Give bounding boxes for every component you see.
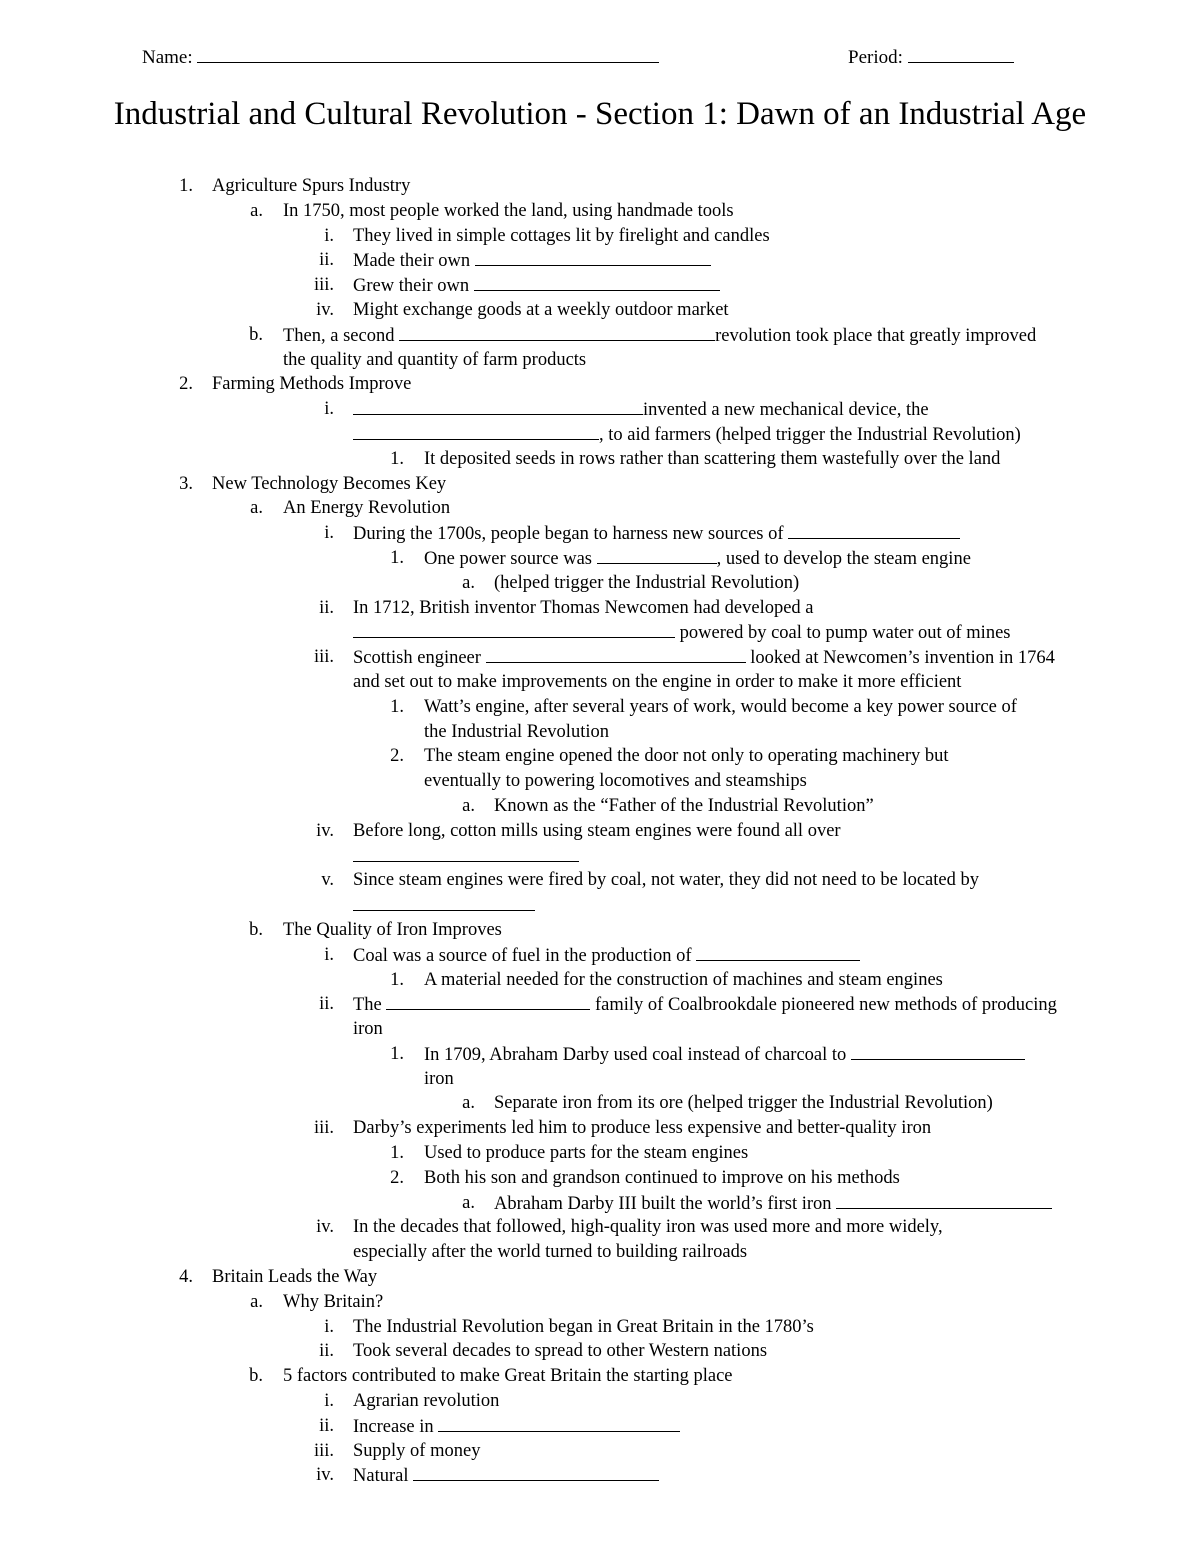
outline-marker: ii. [319, 250, 334, 271]
outline-text-part: The [353, 995, 387, 1016]
outline-row [0, 1042, 1200, 1067]
outline-row [0, 174, 1200, 199]
outline-marker: 2. [390, 746, 404, 767]
outline-text [353, 943, 860, 968]
fill-in-blank[interactable] [788, 521, 960, 539]
fill-in-blank[interactable] [486, 645, 746, 663]
outline-text [353, 1414, 680, 1439]
outline-row [0, 1116, 1200, 1141]
outline-marker: 1. [390, 547, 404, 568]
outline-marker: v. [321, 870, 334, 891]
outline-text-part: Britain Leads the Way [212, 1267, 378, 1288]
outline-text-part: Grew their own [353, 276, 474, 297]
outline-row [0, 720, 1200, 745]
outline-text-part: Coal was a source of fuel in the production of [353, 945, 697, 966]
outline-row [0, 348, 1200, 373]
outline-row [0, 546, 1200, 571]
outline-text-part: In 1709, Abraham Darby used coal instead of charcoal to [424, 1044, 851, 1065]
outline-row [0, 1439, 1200, 1464]
outline-marker: 2. [390, 1167, 404, 1188]
outline-text [353, 1389, 499, 1413]
outline-marker: 1. [390, 1143, 404, 1164]
outline-text [283, 199, 734, 223]
outline-marker: i. [324, 944, 334, 965]
outline-text-part: A material needed for the construction of machines and steam engines [424, 969, 943, 990]
outline-row [0, 422, 1200, 447]
outline-text [283, 348, 586, 372]
period-blank[interactable] [908, 44, 1014, 63]
outline-text-part: Farming Methods Improve [212, 374, 412, 395]
fill-in-blank[interactable] [474, 273, 720, 291]
outline-row [0, 794, 1200, 819]
outline-marker: 3. [179, 473, 193, 494]
outline-text-part: During the 1700s, people began to harness new sources of [353, 524, 789, 545]
outline-text-part: Increase in [353, 1416, 439, 1437]
outline-text [424, 744, 949, 768]
fill-in-blank[interactable] [836, 1191, 1052, 1209]
outline-text-part: , used to develop the steam engine [716, 548, 971, 569]
outline-text [353, 224, 770, 248]
outline-marker: i. [324, 1391, 334, 1412]
outline-text-part: Since steam engines were fired by coal, not water, they did not need to be located by [353, 870, 979, 891]
outline-text [212, 174, 410, 198]
outline-marker: i. [324, 399, 334, 420]
outline-text [353, 422, 1021, 447]
outline-text [353, 596, 814, 620]
fill-in-blank[interactable] [851, 1042, 1025, 1060]
outline-text [353, 819, 841, 843]
outline-row [0, 968, 1200, 993]
outline-text [353, 844, 579, 869]
outline-row [0, 372, 1200, 397]
outline-text [424, 769, 807, 793]
outline-text-part: In the decades that followed, high-quality iron was used more and more widely, [353, 1217, 943, 1238]
outline-text [283, 918, 502, 942]
outline-marker: 2. [179, 374, 193, 395]
outline-text-part: invented a new mechanical device, the [643, 400, 929, 421]
outline-row [0, 1191, 1200, 1216]
outline-row [0, 1141, 1200, 1166]
outline-text [353, 248, 711, 273]
outline [0, 174, 1200, 1488]
outline-row [0, 819, 1200, 844]
outline-row [0, 695, 1200, 720]
outline-marker: iii. [313, 1118, 334, 1139]
outline-row [0, 844, 1200, 869]
outline-text-part: Agriculture Spurs Industry [212, 176, 411, 196]
outline-marker: i. [324, 225, 334, 246]
outline-text-part: Natural [353, 1466, 414, 1487]
outline-row [0, 571, 1200, 596]
outline-text [283, 1290, 383, 1314]
outline-row [0, 1091, 1200, 1116]
name-blank[interactable] [197, 44, 659, 63]
fill-in-blank[interactable] [353, 397, 643, 415]
outline-text [353, 868, 979, 892]
outline-marker: b. [249, 324, 263, 345]
outline-text-part: Darby’s experiments led him to produce less expensive and better-quality iron [353, 1118, 932, 1139]
outline-marker: a. [462, 572, 475, 593]
outline-text-part: and set out to make improvements on the engine in order to make it more efficient [353, 671, 962, 692]
fill-in-blank[interactable] [386, 992, 590, 1010]
outline-marker: a. [250, 200, 263, 221]
outline-marker: iii. [313, 1440, 334, 1461]
outline-text [424, 447, 1000, 471]
outline-text-part: In 1712, British inventor Thomas Newcomen had developed a [353, 597, 814, 618]
fill-in-blank[interactable] [353, 893, 535, 911]
outline-text [424, 546, 971, 571]
outline-text [212, 1265, 377, 1289]
outline-text-part: Used to produce parts for the steam engines [424, 1143, 749, 1164]
outline-marker: iv. [316, 1217, 334, 1238]
outline-text [353, 1240, 747, 1264]
outline-marker: iii. [313, 275, 334, 296]
outline-text-part: iron [353, 1019, 383, 1040]
outline-text [424, 720, 609, 744]
outline-text [212, 372, 411, 396]
outline-text [212, 472, 446, 496]
outline-marker: a. [250, 498, 263, 519]
outline-text [283, 323, 1036, 348]
page-title: Industrial and Cultural Revolution - Section 1: Dawn of an Industrial Age [113, 96, 1087, 132]
outline-row [0, 744, 1200, 769]
outline-marker: 1. [390, 448, 404, 469]
outline-marker: ii. [319, 994, 334, 1015]
name-label: Name: [142, 47, 193, 68]
outline-text-part: Took several decades to spread to other Western nations [353, 1341, 768, 1362]
outline-text-part: In 1750, most people worked the land, using handmade tools [283, 200, 734, 221]
outline-row [0, 1290, 1200, 1315]
outline-text [353, 1439, 480, 1463]
outline-text-part: Then, a second [283, 325, 400, 346]
outline-text [353, 1215, 943, 1239]
outline-text-part: (helped trigger the Industrial Revolution) [494, 572, 800, 593]
outline-marker: a. [462, 795, 475, 816]
outline-text-part: Before long, cotton mills using steam engines were found all over [353, 820, 841, 841]
outline-text [353, 645, 1055, 670]
outline-text [494, 1191, 1052, 1216]
fill-in-blank[interactable] [353, 422, 599, 440]
outline-row [0, 620, 1200, 645]
outline-marker: b. [249, 919, 263, 940]
outline-text [424, 968, 943, 992]
outline-row [0, 1414, 1200, 1439]
outline-row [0, 1166, 1200, 1191]
outline-text [353, 1116, 931, 1140]
fill-in-blank[interactable] [597, 546, 717, 564]
outline-row [0, 1240, 1200, 1265]
outline-marker: i. [324, 523, 334, 544]
outline-text [424, 1067, 454, 1091]
outline-text-part: the quality and quantity of farm products [283, 349, 587, 370]
outline-text [353, 893, 535, 918]
outline-text [283, 496, 450, 520]
outline-text-part: iron [424, 1068, 454, 1089]
outline-row [0, 893, 1200, 918]
period-field[interactable] [848, 44, 1014, 70]
outline-text [494, 794, 874, 818]
outline-row [0, 943, 1200, 968]
outline-row [0, 1339, 1200, 1364]
outline-text [424, 1166, 900, 1190]
outline-row [0, 273, 1200, 298]
outline-row [0, 1067, 1200, 1092]
outline-text-part: Watt’s engine, after several years of work, would become a key power source of [424, 696, 1017, 717]
fill-in-blank[interactable] [399, 323, 715, 341]
outline-row [0, 1463, 1200, 1488]
fill-in-blank[interactable] [438, 1414, 680, 1432]
period-label: Period: [848, 47, 903, 68]
outline-marker: ii. [319, 1415, 334, 1436]
outline-text-part: Abraham Darby III built the world’s first iron [494, 1193, 837, 1214]
outline-row [0, 521, 1200, 546]
outline-text-part: the Industrial Revolution [424, 721, 609, 742]
outline-row [0, 298, 1200, 323]
outline-text-part: Both his son and grandson continued to improve on his methods [424, 1167, 900, 1188]
outline-text-part: Known as the “Father of the Industrial Revolution” [494, 795, 874, 816]
name-field[interactable] [142, 44, 659, 70]
outline-text-part: 5 factors contributed to make Great Britain the starting place [283, 1366, 733, 1387]
outline-marker: iv. [316, 820, 334, 841]
outline-text-part: Separate iron from its ore (helped trigger the Industrial Revolution) [494, 1093, 993, 1114]
outline-marker: 1. [390, 1043, 404, 1064]
outline-marker: a. [250, 1291, 263, 1312]
outline-text-part: Might exchange goods at a weekly outdoor market [353, 299, 729, 320]
outline-text [353, 1315, 814, 1339]
outline-text-part: powered by coal to pump water out of mines [675, 623, 1011, 644]
outline-text [353, 521, 960, 546]
fill-in-blank[interactable] [353, 620, 675, 638]
outline-row [0, 670, 1200, 695]
outline-text-part: Why Britain? [283, 1291, 384, 1312]
outline-row [0, 496, 1200, 521]
outline-text-part: , to aid farmers (helped trigger the Industrial Revolution) [599, 424, 1021, 445]
outline-row [0, 769, 1200, 794]
outline-text [424, 695, 1017, 719]
outline-marker: 1. [390, 969, 404, 990]
outline-row [0, 248, 1200, 273]
outline-text-part: Supply of money [353, 1440, 481, 1461]
outline-row [0, 1265, 1200, 1290]
outline-text [353, 620, 1010, 645]
outline-text [283, 1364, 733, 1388]
outline-text-part: New Technology Becomes Key [212, 473, 447, 494]
outline-marker: 4. [179, 1267, 193, 1288]
outline-row [0, 645, 1200, 670]
outline-marker: b. [249, 1366, 263, 1387]
outline-row [0, 224, 1200, 249]
fill-in-blank[interactable] [413, 1463, 659, 1481]
outline-marker: a. [462, 1093, 475, 1114]
outline-row [0, 397, 1200, 422]
outline-text-part: They lived in simple cottages lit by firelight and candles [353, 225, 770, 246]
outline-row [0, 1389, 1200, 1414]
outline-text [494, 571, 799, 595]
outline-text [353, 298, 729, 322]
outline-marker: iii. [313, 647, 334, 668]
outline-text [494, 1091, 993, 1115]
outline-row [0, 596, 1200, 621]
outline-text [424, 1141, 748, 1165]
outline-row [0, 1017, 1200, 1042]
outline-text-part: The Industrial Revolution began in Great Britain in the 1780’s [353, 1316, 814, 1337]
outline-text-part: One power source was [424, 548, 597, 569]
outline-marker: iv. [316, 1465, 334, 1486]
outline-text-part: revolution took place that greatly improved [715, 325, 1037, 346]
outline-text-part: It deposited seeds in rows rather than scattering them wastefully over the land [424, 448, 1001, 469]
outline-row [0, 447, 1200, 472]
outline-row [0, 472, 1200, 497]
outline-text-part: eventually to powering locomotives and steamships [424, 771, 807, 792]
outline-text [353, 1339, 767, 1363]
outline-marker: ii. [319, 1341, 334, 1362]
outline-text-part: The Quality of Iron Improves [283, 919, 502, 940]
outline-text [424, 1042, 1025, 1067]
outline-marker: 1. [390, 696, 404, 717]
outline-marker: ii. [319, 597, 334, 618]
outline-text [353, 397, 929, 422]
outline-row [0, 992, 1200, 1017]
outline-row [0, 1215, 1200, 1240]
outline-text-part: The steam engine opened the door not only to operating machinery but [424, 746, 949, 767]
outline-row [0, 868, 1200, 893]
outline-text [353, 1017, 383, 1041]
outline-text-part: family of Coalbrookdale pioneered new methods of producing [590, 995, 1057, 1016]
outline-text-part: especially after the world turned to building railroads [353, 1242, 748, 1263]
outline-text [353, 992, 1057, 1017]
fill-in-blank[interactable] [475, 248, 711, 266]
outline-text-part: Scottish engineer [353, 648, 486, 669]
outline-text-part: Agrarian revolution [353, 1391, 500, 1412]
outline-row [0, 323, 1200, 348]
outline-marker: a. [462, 1192, 475, 1213]
fill-in-blank[interactable] [696, 943, 860, 961]
outline-marker: 1. [179, 176, 193, 196]
outline-row [0, 1364, 1200, 1389]
outline-text [353, 273, 720, 298]
outline-marker: iv. [316, 299, 334, 320]
fill-in-blank[interactable] [353, 844, 579, 862]
outline-row [0, 1315, 1200, 1340]
outline-marker: i. [324, 1316, 334, 1337]
outline-text-part: looked at Newcomen’s invention in 1764 [745, 648, 1055, 669]
outline-text-part: Made their own [353, 251, 475, 272]
outline-row [0, 199, 1200, 224]
outline-text [353, 1463, 659, 1488]
outline-text-part: An Energy Revolution [283, 498, 451, 519]
outline-text [353, 670, 961, 694]
outline-row [0, 918, 1200, 943]
